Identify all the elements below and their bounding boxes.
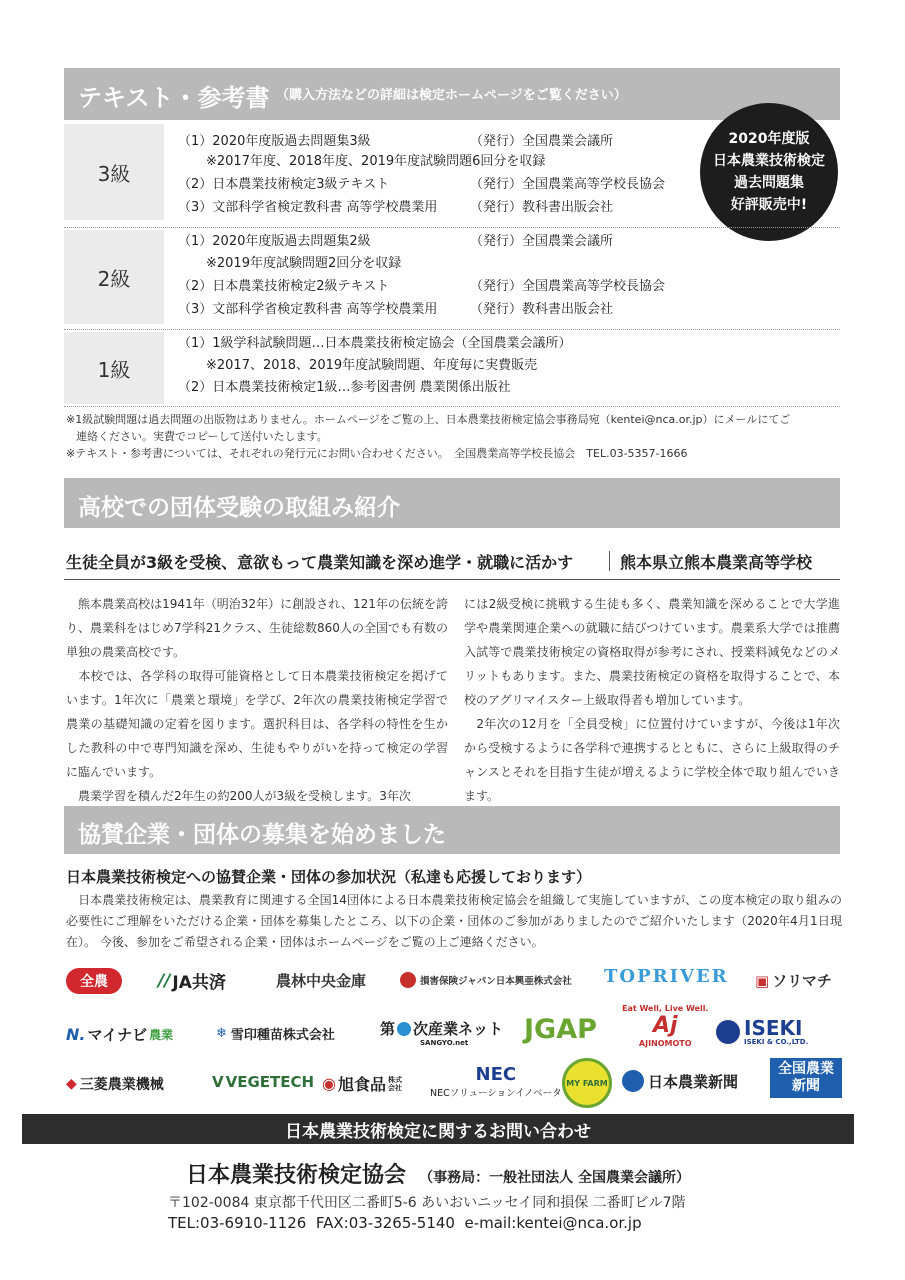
asahi-mark-icon: ◉ — [322, 1074, 336, 1093]
textbook-note: ※1級試験問題は過去問題の出版物はありません。ホームページをご覧の上、日本農業技術検定協会事務局宛（kentei@nca.or.jp）にメールにてご — [66, 413, 791, 426]
level-label-1: 1級 — [64, 332, 164, 404]
book-title: （1）2020年度版過去問題集3級 — [178, 134, 371, 149]
daiichiji-logo — [380, 1018, 503, 1047]
myfarm-text: MY FARM — [566, 1078, 608, 1088]
book-title: （3）文部科学省検定教科書 高等学校農業用 — [178, 302, 438, 317]
mynavi-mark-icon: N. — [66, 1025, 86, 1044]
book-title: （3）文部科学省検定教科書 高等学校農業用 — [178, 200, 438, 215]
vegetech-mark-icon: V — [212, 1073, 224, 1091]
divider — [64, 329, 840, 330]
nihon-nogyo-mark-icon — [622, 1070, 644, 1092]
vegetech-logo — [212, 1073, 314, 1091]
ajinomoto-logo — [622, 1004, 709, 1048]
textbook-note: 連絡ください。実費でコピーして送付いたします。 — [76, 430, 328, 443]
zennoh-text: 全農 — [66, 968, 122, 994]
ja-kyosai-text: JA共済 — [172, 973, 226, 993]
paragraph: には2級受検に挑戦する生徒も多く、農業知識を深めることで大学進学や農業関連企業への就職に結びつけています。農業系大学では推薦入試等で農業技術検定の資格取得が参考にされ、授業料減免などのメリットもあります。また、農業技術検定の資格を取得することで、本校のアグリマイスター上級取得者も増加しています。 — [464, 597, 840, 707]
zenkoku-sub: 新聞 — [792, 1078, 820, 1094]
highschool-right-column — [464, 592, 840, 808]
contact-org-row — [186, 1158, 690, 1189]
badge-line: 日本農業技術検定 — [713, 153, 825, 169]
nec-text: NEC — [475, 1064, 517, 1085]
sorimachi-mark-icon: ▣ — [755, 971, 770, 990]
mitsubishi-logo — [66, 1074, 164, 1094]
iseki-mark-icon — [716, 1020, 740, 1044]
school-name: 熊本県立熊本農業高等学校 — [620, 553, 813, 572]
zenkoku-nogyo-logo — [770, 1058, 842, 1098]
book-title: （2）日本農業技術検定1級…参考図書例 農業関係出版社 — [178, 380, 511, 395]
paragraph: 2年次の12月を「全員受検」に位置付けていますが、今後は1年次から受検するように各学科で連携するとともに、さらに上級取得のチャンスとそれを目指す生徒が増えるように学校全体で取り組んでいきます。 — [464, 717, 840, 803]
iseki-text: ISEKI — [744, 1016, 803, 1040]
yukijirushi-logo — [216, 1024, 335, 1043]
book-note: ※2017年度、2018年度、2019年度試験問題6回分を収録 — [206, 154, 546, 169]
contact-office: （事務局：一般社団法人 全国農業会議所） — [419, 1170, 690, 1186]
sompo-mark-icon — [400, 972, 416, 988]
textbooks-header-bar — [64, 68, 840, 120]
ja-mark-icon: ∕∕ — [158, 970, 171, 991]
nihon-nogyo-logo — [622, 1070, 738, 1092]
jgap-logo: JGAP — [524, 1014, 597, 1045]
sponsors-title: 協賛企業・団体の募集を始めました — [78, 822, 446, 848]
headline-divider — [609, 551, 610, 571]
daiichiji-text: 次産業ネット — [413, 1020, 504, 1038]
book-title: （2）日本農業技術検定3級テキスト — [178, 177, 390, 192]
sompo-logo — [400, 972, 572, 988]
ajinomoto-tagline: Eat Well, Live Well. — [622, 1004, 709, 1013]
past-exam-badge — [700, 103, 838, 241]
contact-tel[interactable]: TEL:03-6910-1126 FAX:03-3265-5140 e-mail:kentei@nca.or.jp — [168, 1214, 642, 1232]
nihon-nogyo-text: 日本農業新聞 — [648, 1072, 739, 1091]
mynavi-text: マイナビ — [87, 1026, 148, 1044]
sponsors-header-bar — [64, 806, 840, 854]
daiichiji-sub: SANGYO.net — [420, 1039, 469, 1047]
book-title: （1）1級学科試験問題…日本農業技術検定協会（全国農業会議所） — [178, 336, 572, 351]
ja-kyosai-logo — [158, 968, 226, 993]
book-publisher: （発行）全国農業会議所 — [470, 134, 614, 149]
highschool-headline: 生徒全員が3級を受検、意欲もって農業知識を深め進学・就職に活かす — [66, 553, 574, 572]
mynavi-nogyo-text: 農業 — [149, 1028, 174, 1042]
textbooks-subtitle: （購入方法などの詳細は検定ホームページをご覧ください） — [276, 88, 627, 103]
sponsors-subtitle: 日本農業技術検定への協賛企業・団体の参加状況（私達も応援しております） — [66, 868, 592, 886]
book-title: （1）2020年度版過去問題集2級 — [178, 234, 371, 249]
globe-icon — [397, 1022, 411, 1036]
book-publisher: （発行）教科書出版会社 — [470, 200, 614, 215]
myfarm-logo — [562, 1058, 612, 1108]
topriver-text: TOPRIVER — [604, 966, 729, 987]
zenkoku-text: 全国農業 — [778, 1061, 834, 1077]
book-publisher: （発行）全国農業高等学校長協会 — [470, 177, 666, 192]
badge-line: 好評販売中! — [730, 197, 808, 213]
textbooks-title: テキスト・参考書 — [78, 84, 270, 112]
contact-org: 日本農業技術検定協会 — [186, 1163, 407, 1188]
yukijirushi-text: 雪印種苗株式会社 — [230, 1028, 335, 1043]
paragraph: 農業学習を積んだ2年生の約200人が3級を受検します。3年次 — [66, 789, 411, 803]
highschool-title: 高校での団体受験の取組み紹介 — [78, 495, 400, 521]
sompo-text: 損害保険ジャパン日本興亜株式会社 — [420, 976, 572, 987]
topriver-logo — [604, 966, 729, 987]
book-note: ※2019年度試験問題2回分を収録 — [206, 256, 402, 271]
badge-line: 過去問題集 — [734, 175, 804, 191]
paragraph: 熊本農業高校は1941年（明治32年）に創設され、121年の伝統を誇り、農業科をはじめ7学科21クラス、生徒総数860人の全国でも有数の単独の農業高校です。 — [66, 597, 448, 659]
textbook-note: ※テキスト・参考書については、それぞれの発行元にお問い合わせください。 全国農業高等学校長協会 TEL.03-5357-1666 — [66, 447, 688, 460]
highschool-left-column — [66, 592, 448, 808]
iseki-sub: ISEKI & CO.,LTD. — [744, 1038, 809, 1046]
ajinomoto-text: AJINOMOTO — [638, 1039, 692, 1048]
sorimachi-logo — [755, 970, 832, 991]
nec-logo — [430, 1064, 562, 1099]
vegetech-text: VEGETECH — [225, 1073, 315, 1091]
snowflake-icon: ❄ — [216, 1026, 227, 1041]
book-publisher: （発行）全国農業高等学校長協会 — [470, 279, 666, 294]
divider — [64, 227, 840, 228]
contact-address: 〒102-0084 東京都千代田区二番町5-6 あいおいニッセイ同和損保 二番町ビル7階 — [168, 1195, 686, 1211]
asahi-logo — [322, 1072, 402, 1095]
contact-bar: 日本農業技術検定に関するお問い合わせ — [22, 1114, 854, 1144]
ajinomoto-mark-icon: Aj — [652, 1013, 678, 1038]
sponsors-body: 日本農業技術検定は、農業教育に関連する全国14団体による日本農業技術検定協会を組織して実施していますが、この度本検定の取り組みの必要性にご理解をいただける企業・団体を募集したところ、以下の企業・団体のご参加がありましたのでご紹介いたします（2020年4月1日現在）。 今後、参加をご希望される企業・団体はホームページをご覧の上ご連絡ください。 — [66, 893, 842, 949]
norinchukin-logo: 農林中央金庫 — [276, 972, 367, 990]
zennoh-logo — [66, 968, 122, 994]
badge-line: 2020年度版 — [728, 131, 810, 147]
daiichiji-dai: 第 — [380, 1020, 396, 1038]
divider — [64, 406, 840, 407]
mitsubishi-text: 三菱農業機械 — [79, 1077, 164, 1093]
sorimachi-text: ソリマチ — [772, 972, 832, 990]
asahi-text: 旭食品 — [337, 1075, 386, 1094]
highschool-header-bar — [64, 478, 840, 528]
book-publisher: （発行）教科書出版会社 — [470, 302, 614, 317]
paragraph: 本校では、各学科の取得可能資格として日本農業技術検定を掲げています。1年次に「農業と環境」を学び、2年次の農業技術検定学習で農業の基礎知識の定着を図ります。選択科目は、各学科の特性を生かした教科の中で専門知識を深め、生徒もやりがいを持って検定の学習に臨んでいます。 — [66, 669, 448, 779]
three-diamonds-icon: ◆ — [66, 1076, 77, 1092]
level-label-3: 3級 — [64, 124, 164, 220]
mynavi-logo — [66, 1024, 173, 1045]
book-note: ※2017、2018、2019年度試験問題、年度毎に実費販売 — [206, 358, 538, 373]
asahi-sub: 株式会社 — [387, 1075, 402, 1092]
book-publisher: （発行）全国農業会議所 — [470, 234, 614, 249]
highschool-headline-row — [64, 545, 840, 580]
level-label-2: 2級 — [64, 230, 164, 324]
book-title: （2）日本農業技術検定2級テキスト — [178, 279, 390, 294]
iseki-logo — [716, 1018, 808, 1046]
nec-sub: NECソリューションイノベータ — [430, 1088, 562, 1099]
